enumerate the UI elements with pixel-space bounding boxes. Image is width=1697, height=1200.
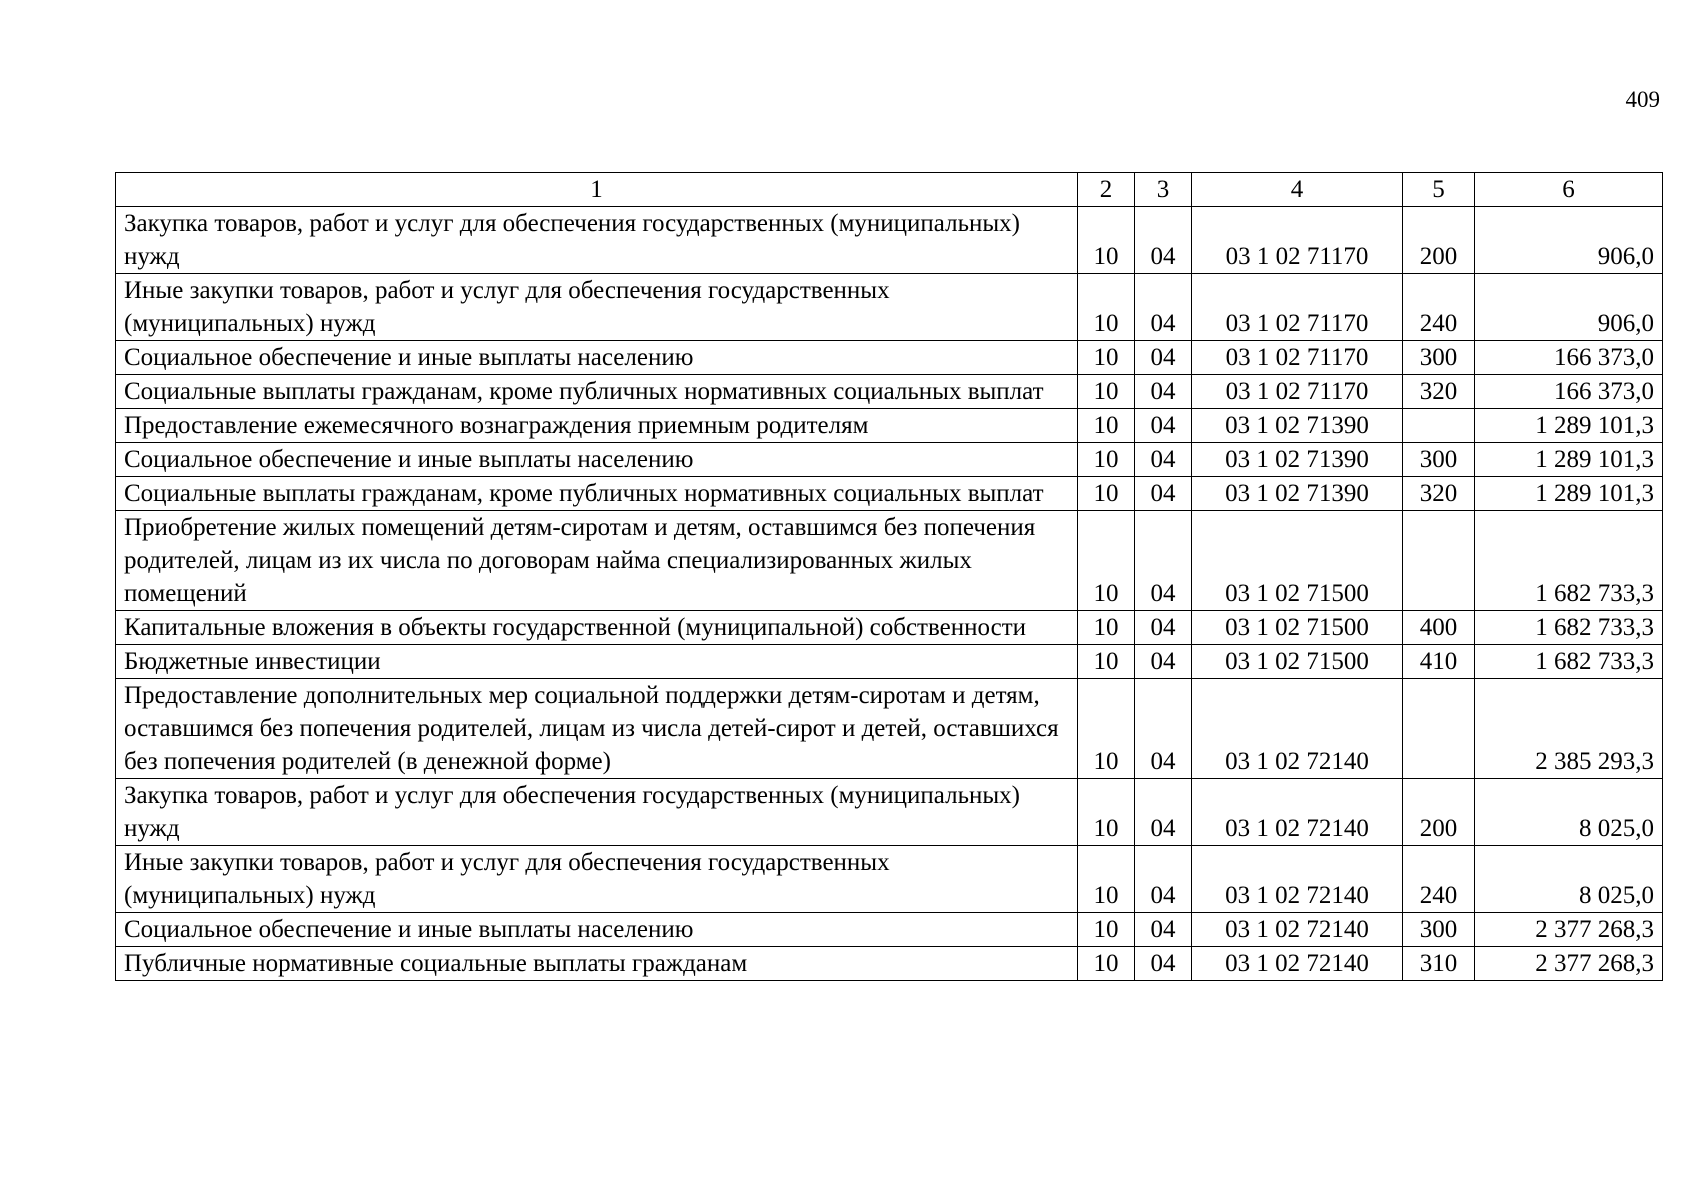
row-name: Иные закупки товаров, работ и услуг для обеспечения государственных (муниципальных) нужд — [116, 846, 1078, 913]
row-section: 10 — [1078, 443, 1135, 477]
row-subsection: 04 — [1135, 645, 1192, 679]
table-row — [116, 947, 1663, 981]
row-target-article: 03 1 02 72140 — [1192, 779, 1403, 846]
row-target-article: 03 1 02 72140 — [1192, 913, 1403, 947]
table-row — [116, 341, 1663, 375]
row-subsection: 04 — [1135, 477, 1192, 511]
table-header — [116, 173, 1663, 207]
row-name: Иные закупки товаров, работ и услуг для обеспечения государственных (муниципальных) нужд — [116, 274, 1078, 341]
row-name: Закупка товаров, работ и услуг для обеспечения государственных (муниципальных) нужд — [116, 207, 1078, 274]
header-row — [116, 173, 1663, 207]
row-name: Социальные выплаты гражданам, кроме публичных нормативных социальных выплат — [116, 375, 1078, 409]
row-expense-type: 320 — [1403, 477, 1475, 511]
row-amount: 906,0 — [1475, 207, 1663, 274]
table-row — [116, 207, 1663, 274]
row-target-article: 03 1 02 72140 — [1192, 846, 1403, 913]
row-target-article: 03 1 02 71500 — [1192, 511, 1403, 611]
row-subsection: 04 — [1135, 846, 1192, 913]
row-expense-type — [1403, 409, 1475, 443]
row-expense-type: 240 — [1403, 846, 1475, 913]
row-target-article: 03 1 02 71500 — [1192, 645, 1403, 679]
row-target-article: 03 1 02 71170 — [1192, 274, 1403, 341]
row-name: Бюджетные инвестиции — [116, 645, 1078, 679]
row-amount: 1 289 101,3 — [1475, 477, 1663, 511]
row-amount: 1 289 101,3 — [1475, 443, 1663, 477]
row-expense-type: 400 — [1403, 611, 1475, 645]
header-col-name: 1 — [116, 173, 1078, 207]
row-expense-type: 300 — [1403, 443, 1475, 477]
header-col-section: 2 — [1078, 173, 1135, 207]
row-name: Социальные выплаты гражданам, кроме публичных нормативных социальных выплат — [116, 477, 1078, 511]
row-subsection: 04 — [1135, 274, 1192, 341]
row-section: 10 — [1078, 274, 1135, 341]
row-name: Предоставление ежемесячного вознаграждения приемным родителям — [116, 409, 1078, 443]
table-row — [116, 846, 1663, 913]
row-section: 10 — [1078, 341, 1135, 375]
row-subsection: 04 — [1135, 409, 1192, 443]
row-expense-type: 200 — [1403, 207, 1475, 274]
row-name: Приобретение жилых помещений детям-сиротам и детям, оставшимся без попечения родителей, лицам из их числа по договорам найма специализированных жилых помещений — [116, 511, 1078, 611]
row-target-article: 03 1 02 71170 — [1192, 341, 1403, 375]
row-section: 10 — [1078, 645, 1135, 679]
row-section: 10 — [1078, 207, 1135, 274]
row-subsection: 04 — [1135, 511, 1192, 611]
row-expense-type: 310 — [1403, 947, 1475, 981]
row-subsection: 04 — [1135, 779, 1192, 846]
row-section: 10 — [1078, 779, 1135, 846]
row-name: Предоставление дополнительных мер социальной поддержки детям-сиротам и детям, оставшимся без попечения родителей, лицам из числа детей-сирот и детей, оставшихся без попечения родителей (в денежной форме) — [116, 679, 1078, 779]
row-name: Социальное обеспечение и иные выплаты населению — [116, 913, 1078, 947]
row-expense-type: 240 — [1403, 274, 1475, 341]
row-target-article: 03 1 02 72140 — [1192, 947, 1403, 981]
row-section: 10 — [1078, 913, 1135, 947]
row-amount: 166 373,0 — [1475, 341, 1663, 375]
row-target-article: 03 1 02 71170 — [1192, 375, 1403, 409]
row-section: 10 — [1078, 611, 1135, 645]
row-name: Социальное обеспечение и иные выплаты населению — [116, 341, 1078, 375]
row-name: Закупка товаров, работ и услуг для обеспечения государственных (муниципальных) нужд — [116, 779, 1078, 846]
row-expense-type: 300 — [1403, 341, 1475, 375]
row-subsection: 04 — [1135, 341, 1192, 375]
row-subsection: 04 — [1135, 443, 1192, 477]
table-row — [116, 611, 1663, 645]
row-expense-type — [1403, 511, 1475, 611]
row-section: 10 — [1078, 477, 1135, 511]
row-target-article: 03 1 02 71500 — [1192, 611, 1403, 645]
header-col-subsection: 3 — [1135, 173, 1192, 207]
row-section: 10 — [1078, 846, 1135, 913]
row-expense-type: 200 — [1403, 779, 1475, 846]
row-target-article: 03 1 02 71390 — [1192, 443, 1403, 477]
table-row — [116, 409, 1663, 443]
header-col-amount: 6 — [1475, 173, 1663, 207]
row-name: Социальное обеспечение и иные выплаты населению — [116, 443, 1078, 477]
row-subsection: 04 — [1135, 947, 1192, 981]
row-subsection: 04 — [1135, 913, 1192, 947]
row-target-article: 03 1 02 71390 — [1192, 477, 1403, 511]
table-row — [116, 274, 1663, 341]
budget-table — [115, 172, 1663, 981]
row-target-article: 03 1 02 71390 — [1192, 409, 1403, 443]
row-target-article: 03 1 02 71170 — [1192, 207, 1403, 274]
row-amount: 8 025,0 — [1475, 779, 1663, 846]
row-expense-type — [1403, 679, 1475, 779]
table-row — [116, 477, 1663, 511]
row-amount: 1 289 101,3 — [1475, 409, 1663, 443]
row-amount: 2 377 268,3 — [1475, 947, 1663, 981]
row-section: 10 — [1078, 511, 1135, 611]
header-col-target-article: 4 — [1192, 173, 1403, 207]
row-amount: 906,0 — [1475, 274, 1663, 341]
table-row — [116, 679, 1663, 779]
row-subsection: 04 — [1135, 375, 1192, 409]
row-amount: 2 385 293,3 — [1475, 679, 1663, 779]
row-amount: 1 682 733,3 — [1475, 511, 1663, 611]
table-row — [116, 913, 1663, 947]
row-section: 10 — [1078, 375, 1135, 409]
table-row — [116, 645, 1663, 679]
row-subsection: 04 — [1135, 207, 1192, 274]
table-row — [116, 511, 1663, 611]
row-name: Капитальные вложения в объекты государственной (муниципальной) собственности — [116, 611, 1078, 645]
table-row — [116, 375, 1663, 409]
row-amount: 1 682 733,3 — [1475, 611, 1663, 645]
row-subsection: 04 — [1135, 611, 1192, 645]
table-row — [116, 779, 1663, 846]
row-section: 10 — [1078, 409, 1135, 443]
row-target-article: 03 1 02 72140 — [1192, 679, 1403, 779]
row-section: 10 — [1078, 947, 1135, 981]
row-amount: 8 025,0 — [1475, 846, 1663, 913]
row-expense-type: 410 — [1403, 645, 1475, 679]
header-col-expense-type: 5 — [1403, 173, 1475, 207]
row-amount: 2 377 268,3 — [1475, 913, 1663, 947]
row-subsection: 04 — [1135, 679, 1192, 779]
row-expense-type: 300 — [1403, 913, 1475, 947]
page-number: 409 — [1625, 87, 1660, 112]
row-expense-type: 320 — [1403, 375, 1475, 409]
row-amount: 1 682 733,3 — [1475, 645, 1663, 679]
table-row — [116, 443, 1663, 477]
row-amount: 166 373,0 — [1475, 375, 1663, 409]
row-section: 10 — [1078, 679, 1135, 779]
table-body — [116, 207, 1663, 981]
row-name: Публичные нормативные социальные выплаты гражданам — [116, 947, 1078, 981]
